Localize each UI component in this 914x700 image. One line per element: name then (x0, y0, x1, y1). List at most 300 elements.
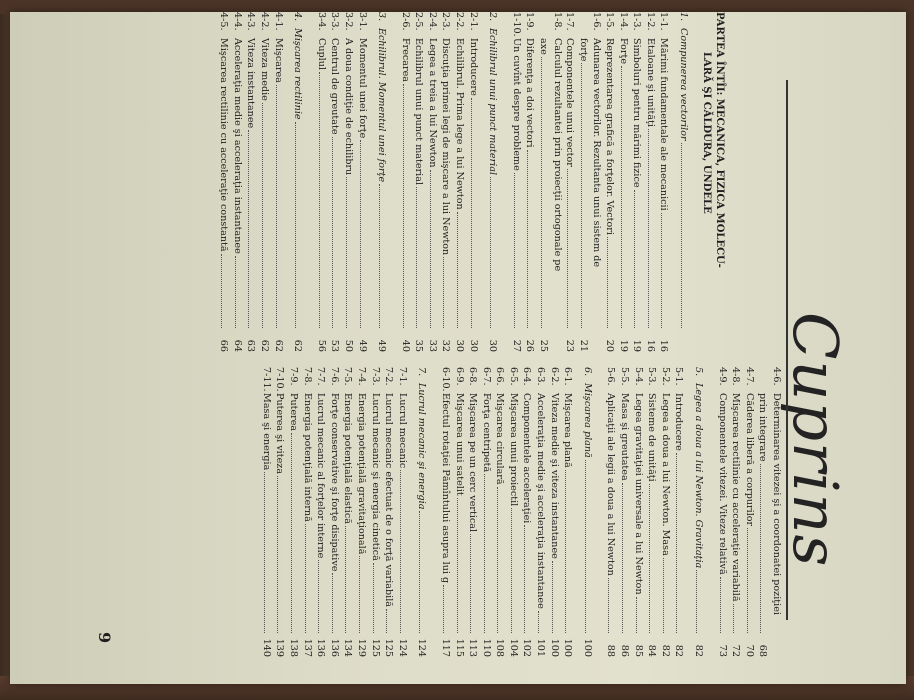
entry-page: 113 (467, 638, 479, 657)
leader-dots (661, 213, 670, 328)
entry-title: Componentele acceleraţiei (521, 393, 533, 524)
toc-entry (328, 12, 342, 352)
part-heading-line-1: PARTEA ÎNTÎI: MECANICA, FIZICA MOLECU- (714, 12, 725, 268)
entry-title: Puterea (288, 393, 299, 432)
entry-page: 62 (272, 339, 284, 352)
entry-title: Componentele unui vector (564, 38, 576, 167)
entry-number: 5-2. (659, 367, 671, 386)
leader-dots (525, 525, 534, 633)
entry-title: Forţe (617, 38, 629, 65)
entry-title: Introducere (673, 393, 685, 451)
toc-entry (466, 12, 480, 352)
toc-column-2 (259, 367, 782, 657)
toc-entry (453, 12, 467, 352)
chapter-page: 124 (416, 638, 428, 657)
leader-dots (747, 528, 756, 633)
toc-entry (506, 367, 520, 657)
entry-number: 4-9. (716, 367, 728, 386)
entry-number: 5-1. (673, 367, 685, 386)
entry-title: Lucrul mecanic (396, 393, 408, 469)
chapter-page: 100 (581, 638, 593, 657)
entry-title: Mişcarea plană (562, 393, 574, 468)
entry-number: 4-1. (272, 12, 284, 31)
entry-number: 2-2. (454, 12, 466, 31)
entry-title: Determinarea vitezei şi a coordonatei poziţiei (771, 393, 782, 615)
entry-page: 30 (454, 339, 466, 352)
chapter-title: Lucrul mecanic şi energia (416, 383, 428, 510)
entry-number: 2-4. (426, 12, 438, 31)
entry-page: 20 (604, 339, 616, 352)
leader-dots (565, 470, 574, 633)
entry-title: Lucrul mecanic şi energia cinetică (369, 393, 381, 561)
toc-entry (550, 12, 563, 352)
toc-entry (395, 367, 409, 657)
toc-chapter (691, 367, 705, 657)
leader-dots (332, 137, 341, 329)
leader-dots (332, 573, 341, 633)
toc-entry (217, 12, 231, 352)
part-heading (700, 12, 726, 352)
entry-page: 23 (564, 339, 576, 352)
toc-entry (230, 12, 244, 352)
entry-page: 117 (439, 638, 451, 657)
entry-page: 50 (342, 339, 354, 352)
toc-entry (523, 12, 537, 352)
entry-number: 1-4. (617, 12, 629, 31)
leader-dots (541, 57, 550, 328)
leader-dots (621, 66, 630, 328)
entry-title: Calculul rezultantei prin proiecţii ortogonale pe (551, 38, 563, 272)
entry-number: 6-8. (467, 367, 479, 386)
toc-entry (259, 367, 273, 657)
toc-entry (769, 367, 782, 657)
entry-number: 7-8. (301, 367, 313, 386)
entry-number: 6-7. (480, 367, 492, 386)
toc-chapter (415, 367, 429, 657)
leader-dots (319, 72, 328, 328)
entry-title: Mărimi fundamentale ale mecanicii (658, 38, 670, 211)
entry-title: Energia potenţială internă (301, 393, 313, 522)
entry-page: 100 (562, 638, 574, 657)
entry-number: 7-4. (355, 367, 367, 386)
leader-dots (457, 498, 466, 633)
entry-number: 7-7. (315, 367, 327, 386)
toc-entry (425, 12, 439, 352)
leader-dots (345, 526, 354, 633)
entry-page: 49 (356, 339, 368, 352)
toc-entry-continuation (576, 12, 590, 352)
toc-entry (563, 12, 577, 352)
entry-page: 136 (315, 638, 327, 657)
chapter-page: 62 (292, 339, 304, 352)
toc-chapter (580, 367, 594, 657)
entry-title: Discuţia primei legi de mişcare a lui Newton (440, 38, 452, 256)
leader-dots (444, 257, 453, 328)
leader-dots (430, 170, 439, 328)
entry-number: 2-3. (440, 12, 452, 31)
entry-page: 104 (507, 638, 519, 657)
page-title: Cuprins (779, 312, 852, 568)
entry-page: 25 (538, 339, 550, 352)
entry-number: 6-1. (562, 367, 574, 386)
entry-number: 4-6. (771, 367, 782, 386)
entry-page: 72 (730, 644, 742, 657)
leader-dots (676, 453, 685, 633)
chapter-number: 4. (292, 12, 304, 22)
toc-chapter (486, 12, 500, 352)
entry-number: 1-5. (604, 12, 616, 31)
chapter-page: 82 (693, 644, 705, 657)
toc-entry (672, 367, 686, 657)
book-page (10, 12, 906, 684)
entry-page: 140 (260, 638, 272, 657)
toc-entry (715, 367, 729, 657)
toc-entry (658, 367, 672, 657)
toc-entry (617, 367, 631, 657)
entry-number: 7-6. (328, 367, 340, 386)
entry-title: Viteza instantanee (245, 38, 257, 129)
leader-dots (457, 212, 466, 328)
chapter-page: 30 (487, 339, 499, 352)
leader-dots (248, 130, 257, 328)
entry-page: 19 (617, 339, 629, 352)
leader-dots (318, 560, 327, 633)
chapter-number: 2. (487, 12, 499, 22)
entry-title: Legea gravitaţiei universale a lui Newton (632, 393, 644, 595)
leader-dots (484, 474, 493, 633)
leader-dots (663, 558, 672, 633)
toc-entry (368, 367, 382, 657)
leader-dots (607, 237, 616, 328)
toc-column-1 (217, 12, 726, 352)
toc-chapter (291, 12, 305, 352)
entry-title: Mişcarea circulară (494, 393, 506, 485)
leader-dots (585, 460, 594, 633)
entry-title: Masa şi greutatea (619, 393, 631, 481)
leader-dots (419, 511, 428, 633)
entry-number: 4-3. (245, 12, 257, 31)
toc-entry (314, 12, 328, 352)
leader-dots (277, 476, 286, 633)
entry-title: Acceleraţia medie şi acceleraţia instantanee (231, 38, 243, 254)
entry-number: 1-7. (564, 12, 576, 31)
entry-page: 30 (467, 339, 479, 352)
entry-page: 33 (426, 339, 438, 352)
entry-title: Diferenţa a doi vectori (524, 38, 536, 148)
entry-number: 3-2. (342, 12, 354, 31)
entry-title: Viteza medie şi viteza instantanee (548, 393, 560, 559)
toc-chapter (375, 12, 389, 352)
entry-page: 32 (440, 339, 452, 352)
entry-page: 16 (658, 339, 670, 352)
toc-entry (273, 367, 287, 657)
toc-entries-1 (217, 12, 690, 352)
leader-dots (511, 508, 520, 633)
toc-entry (341, 12, 355, 352)
entry-title: prin integrare (757, 393, 769, 462)
toc-entry-continuation (756, 367, 770, 657)
entry-number: 7-10. (274, 367, 286, 392)
toc-entry (602, 12, 616, 352)
entry-number: 3-3. (329, 12, 341, 31)
toc-entry (439, 12, 453, 352)
entry-page: 137 (301, 638, 313, 657)
entry-number: 7-11. (260, 367, 272, 392)
leader-dots (379, 184, 388, 328)
entry-number: 5-5. (619, 367, 631, 386)
leader-dots (291, 433, 300, 633)
chapter-number: 7. (416, 367, 428, 377)
entry-title: Echilibrul. Prima lege a lui Newton (454, 38, 466, 210)
entry-page: 108 (494, 638, 506, 657)
entry-number: 7-2. (383, 367, 395, 386)
leader-dots (733, 604, 742, 633)
entry-page: 16 (644, 339, 656, 352)
entry-page: 124 (396, 638, 408, 657)
toc-entry (561, 367, 575, 657)
chapter-title: Legea a doua a lui Newton. Gravitaţia (693, 383, 705, 569)
entry-title: Momentul unei forţe (356, 38, 368, 139)
toc-entry (742, 367, 756, 657)
entry-number: 1-3. (631, 12, 643, 31)
chapter-number: 3. (376, 12, 388, 22)
entry-page: 101 (535, 638, 547, 657)
leader-dots (264, 472, 273, 633)
leader-dots (567, 169, 576, 328)
entry-title: Simboluri pentru mărimi fizice (631, 38, 643, 188)
toc-entry (547, 367, 561, 657)
entry-page: 56 (315, 339, 327, 352)
entry-page: 82 (659, 644, 671, 657)
entry-title: Sisteme de unităţi (646, 393, 658, 482)
entry-page: 63 (245, 339, 257, 352)
entry-page: 68 (757, 644, 769, 657)
entry-number: 7-1. (396, 367, 408, 386)
entry-page: 27 (510, 339, 522, 352)
toc-entry (631, 367, 645, 657)
entry-title: Centrul de greutate (329, 38, 341, 135)
part-heading-line-2: LARĂ ŞI CĂLDURA, UNDELE (701, 52, 712, 214)
entry-title: Mişcarea unui satelit (453, 393, 465, 496)
leader-dots (681, 143, 690, 328)
entry-title: Forţe conservative şi forţe disipative (328, 393, 340, 572)
entry-number: 7-5. (342, 367, 354, 386)
entry-number: 4-8. (730, 367, 742, 386)
toc-entry (327, 367, 341, 657)
entry-number: 5-4. (632, 367, 644, 386)
entry-title: Adunarea vectorilor. Rezultanta unui sistem de (591, 38, 603, 268)
toc-entry (590, 12, 603, 352)
entry-number: 6-10. (439, 367, 451, 392)
leader-dots (360, 140, 369, 328)
leader-dots (386, 609, 395, 633)
leader-dots (552, 561, 561, 633)
entry-title: Mişcarea rectilinie cu acceleraţie constantă (218, 38, 230, 252)
entry-title: Componentele vitezei. Viteze relativă (716, 393, 728, 575)
chapter-title: Mişcarea plană (581, 383, 593, 458)
entry-number: 3-4. (315, 12, 327, 31)
leader-dots (696, 570, 705, 633)
entry-title: Etaloane şi unităţi (644, 38, 656, 128)
entry-title: Mişcarea pe un cerc vertical (467, 393, 479, 533)
toc-entry (616, 12, 630, 352)
entry-title: forţe (577, 38, 589, 62)
entry-number: 1-8. (551, 12, 563, 31)
leader-dots (235, 256, 244, 328)
entry-page: 26 (524, 339, 536, 352)
leader-dots (400, 470, 409, 633)
entry-number: 3-1. (356, 12, 368, 31)
toc-entry (412, 12, 426, 352)
toc-entry (479, 367, 493, 657)
toc-entry (354, 367, 368, 657)
leader-dots (295, 122, 304, 328)
leader-dots (443, 585, 452, 633)
leader-dots (636, 597, 645, 633)
entry-title: Efectul rotaţiei Pămîntului asupra lui g (439, 393, 451, 584)
entry-number: 2-5. (413, 12, 425, 31)
entry-title: Viteza medie (258, 38, 270, 101)
entry-title: Echilibrul unui punct material (413, 38, 425, 186)
entry-number: 1-6. (591, 12, 603, 31)
leader-dots (471, 98, 480, 328)
entry-page: 102 (521, 638, 533, 657)
leader-dots (720, 577, 729, 633)
entry-page: 115 (453, 638, 465, 657)
toc-entry (271, 12, 285, 352)
toc-entry (382, 367, 396, 657)
entry-page: 136 (328, 638, 340, 657)
toc-entry (452, 367, 466, 657)
entry-page: 35 (413, 339, 425, 352)
toc-entry (314, 367, 328, 657)
leader-dots (305, 524, 314, 633)
toc-entry (729, 367, 743, 657)
toc-entry (604, 367, 618, 657)
leader-dots (403, 84, 412, 328)
entry-page: 21 (577, 339, 589, 352)
leader-dots (359, 556, 368, 633)
toc-chapter (676, 12, 690, 352)
chapter-page: 49 (376, 339, 388, 352)
leader-dots (373, 563, 382, 633)
entry-title: Masa şi energia (260, 393, 272, 471)
entry-number: 6-2. (548, 367, 560, 386)
toc-entry (398, 12, 412, 352)
toc-entry (438, 367, 452, 657)
entry-title: Frecarea (399, 38, 411, 82)
chapter-title: Compunerea vectorilor (678, 28, 689, 141)
entry-page: 125 (383, 638, 395, 657)
entry-page: 40 (399, 339, 411, 352)
entry-page: 84 (646, 644, 658, 657)
leader-dots (634, 190, 643, 328)
leader-dots (581, 63, 590, 328)
entry-page: 129 (355, 638, 367, 657)
entry-title: Lucrul mecanic al forţelor interne (315, 393, 327, 559)
toc-entry (341, 367, 355, 657)
entry-number: 5-6. (605, 367, 617, 386)
toc-entry (466, 367, 480, 657)
entry-number: 6-3. (535, 367, 547, 386)
entry-title: Un cuvînt despre probleme (510, 38, 522, 171)
entry-page: 100 (548, 638, 560, 657)
entry-number: 2-6. (399, 12, 411, 31)
entry-title: Căderea liberă a corpurilor (743, 393, 755, 527)
chapter-number: 6. (581, 367, 593, 377)
entry-title: Energia potenţială elastică (342, 393, 354, 524)
entry-number: 7-9. (288, 367, 299, 386)
entry-number: 1-9. (524, 12, 536, 31)
leader-dots (538, 611, 547, 633)
chapter-title: Echilibrul unui punct material (487, 28, 499, 176)
entry-page: 110 (480, 638, 492, 657)
entry-title: Aplicaţii ale legii a doua a lui Newton (605, 393, 617, 576)
entry-number: 1-2. (644, 12, 656, 31)
entry-page: 125 (369, 638, 381, 657)
entry-title: Mişcarea (272, 38, 284, 83)
entry-page: 88 (605, 644, 617, 657)
entry-title: Legea a doua a lui Newton. Masa (659, 393, 671, 556)
leader-dots (470, 534, 479, 633)
entry-number: 6-4. (521, 367, 533, 386)
leader-dots (514, 173, 523, 328)
entry-page: 62 (258, 339, 270, 352)
leader-dots (648, 129, 657, 328)
entry-title: Forţa centripetă (480, 393, 492, 473)
entry-page: 66 (218, 339, 230, 352)
entry-number: 2-1. (467, 12, 479, 31)
page-content (28, 12, 886, 657)
entry-number: 4-4. (231, 12, 243, 31)
entry-page: 138 (288, 638, 299, 657)
leader-dots (490, 177, 499, 328)
entry-number: 4-7. (743, 367, 755, 386)
leader-dots (608, 578, 617, 633)
entry-title: axe (538, 38, 550, 55)
title-rule (786, 80, 788, 620)
entry-page: 19 (631, 339, 643, 352)
toc-entry (645, 367, 659, 657)
entry-number: 7-3. (369, 367, 381, 386)
entry-number: 6-6. (494, 367, 506, 386)
entry-page: 70 (743, 644, 755, 657)
entry-title: Legea a treia a lui Newton (426, 38, 438, 168)
leader-dots (276, 85, 285, 328)
entry-number: 1-10. (510, 12, 522, 37)
toc-entry (509, 12, 523, 352)
leader-dots (622, 483, 631, 633)
leader-dots (346, 177, 355, 328)
entry-number: 4-5. (218, 12, 230, 31)
entry-page: 53 (329, 339, 341, 352)
entry-page: 139 (274, 638, 286, 657)
entry-title: Puterea şi viteza (274, 393, 286, 475)
toc-entry (534, 367, 548, 657)
entry-page: 85 (632, 644, 644, 657)
leader-dots (221, 254, 230, 328)
entry-page: 73 (716, 644, 728, 657)
toc-entry (300, 367, 314, 657)
leader-dots (649, 484, 658, 633)
toc-entry (630, 12, 644, 352)
page-number: 9 (95, 632, 114, 644)
toc-entry (643, 12, 657, 352)
leader-dots (497, 487, 506, 633)
entry-title: Cuplul (315, 38, 327, 70)
entry-title: A doua condiţie de echilibru (342, 38, 354, 176)
entry-title: Lucrul mecanic efectuat de o forţă variabilă (383, 393, 395, 608)
